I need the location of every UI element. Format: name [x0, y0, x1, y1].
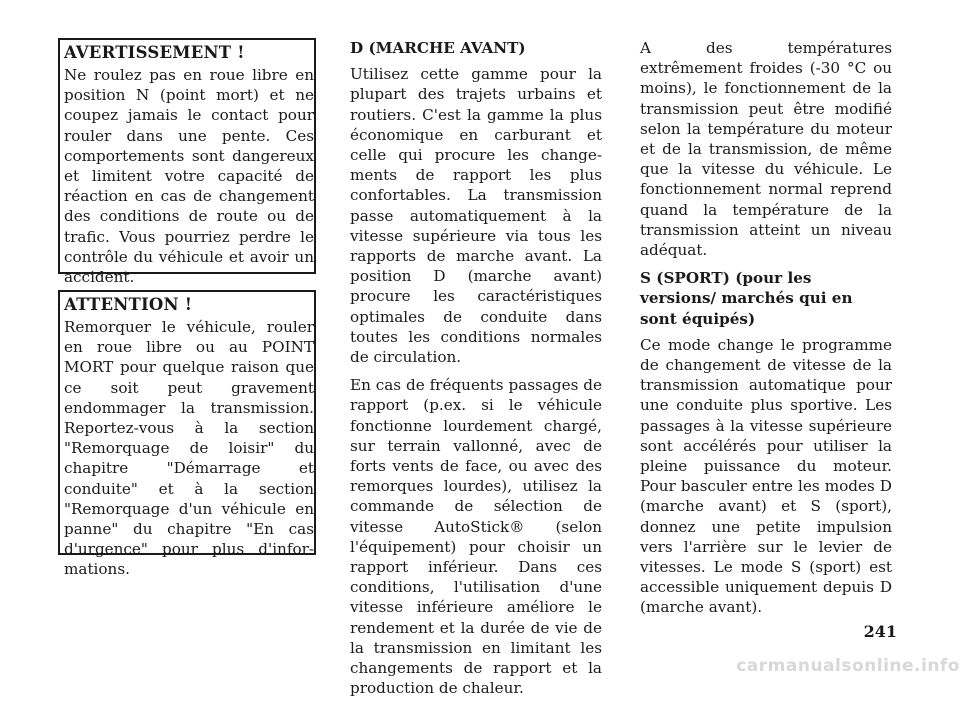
warning-box — [58, 38, 316, 287]
warning-title: AVERTISSEMENT ! — [64, 43, 245, 62]
drive-paragraph-1: Utilisez cette gamme pour la plupart des trajets urbains et routiers. C'est la gamme la plus économique en carburant et celle qui procure les changements de rapport les plus confortables. La transmission passe automatiquement à la vitesse supérieure via tous les rapports de marche avant. La position D (marche avant) procure les caractéristiques optimales de conduite dans toutes les conditions normales de circulation. — [350, 65, 602, 367]
watermark: carmanualsonline.info — [736, 656, 960, 676]
caution-text: Remorquer le véhicule, rouler en roue libre ou au POINT MORT pour quelque raison que ce soit peut gravement endommager la transmission. Reportez-vous à la section "Remorquage de loisir" du chapitre "Démarrage et conduite" et à la section "Remorquage d'un véhicule en panne" du chapitre "En cas d'urgence" pour plus d'informations. — [64, 318, 314, 579]
warning-text: Ne roulez pas en roue libre en position N (point mort) et ne coupez jamais le contact pour rouler dans une pente. Ces comportements sont dangereux et limitent votre capacité de réaction en cas de changement des conditions de route ou de trafic. Vous pourriez perdre le contrôle du véhicule et avoir un accident. — [64, 66, 314, 287]
drive-heading: D (MARCHE AVANT) — [350, 39, 526, 57]
cold-paragraph: A des températures extrêmement froides (-30 °C ou moins), le fonctionnement de la transmission peut être modifié selon la température du moteur et de la transmission, de même que la vitesse du véhicule. Le fonctionnement normal reprend quand la température de la transmission atteint un niveau adéquat. — [640, 39, 892, 260]
drive-section — [350, 38, 602, 707]
drive-paragraph-2: En cas de fréquents passages de rapport (p.ex. si le véhicule fonctionne lourdement chargé, sur terrain vallonné, avec de forts vents de face, ou avec des remorques lourdes), utilisez la commande de sélection de vitesse AutoStick® (selon l'équipement) pour choisir un rapport inférieur. Dans ces conditions, l'utilisation d'une vitesse inférieure améliore le rendement et la durée de vie de la transmission en limitant les changements de rapport et la production de chaleur. — [350, 376, 602, 698]
sport-section — [640, 38, 892, 626]
sport-paragraph: Ce mode change le programme de changement de vitesse de la transmission automatique pour une conduite plus sportive. Les passages à la vitesse supérieure sont accélérés pour utiliser la pleine puissance du moteur. Pour basculer entre les modes D (marche avant) et S (sport), donnez une petite impulsion vers l'arrière sur le levier de vitesses. Le mode S (sport) est accessible uniquement depuis D (marche avant). — [640, 335, 892, 617]
page-number: 241 — [863, 622, 897, 641]
caution-box — [58, 290, 316, 579]
sport-heading: S (SPORT) (pour les versions/ marchés qui en sont équipés) — [640, 269, 853, 328]
caution-title: ATTENTION ! — [64, 295, 193, 314]
